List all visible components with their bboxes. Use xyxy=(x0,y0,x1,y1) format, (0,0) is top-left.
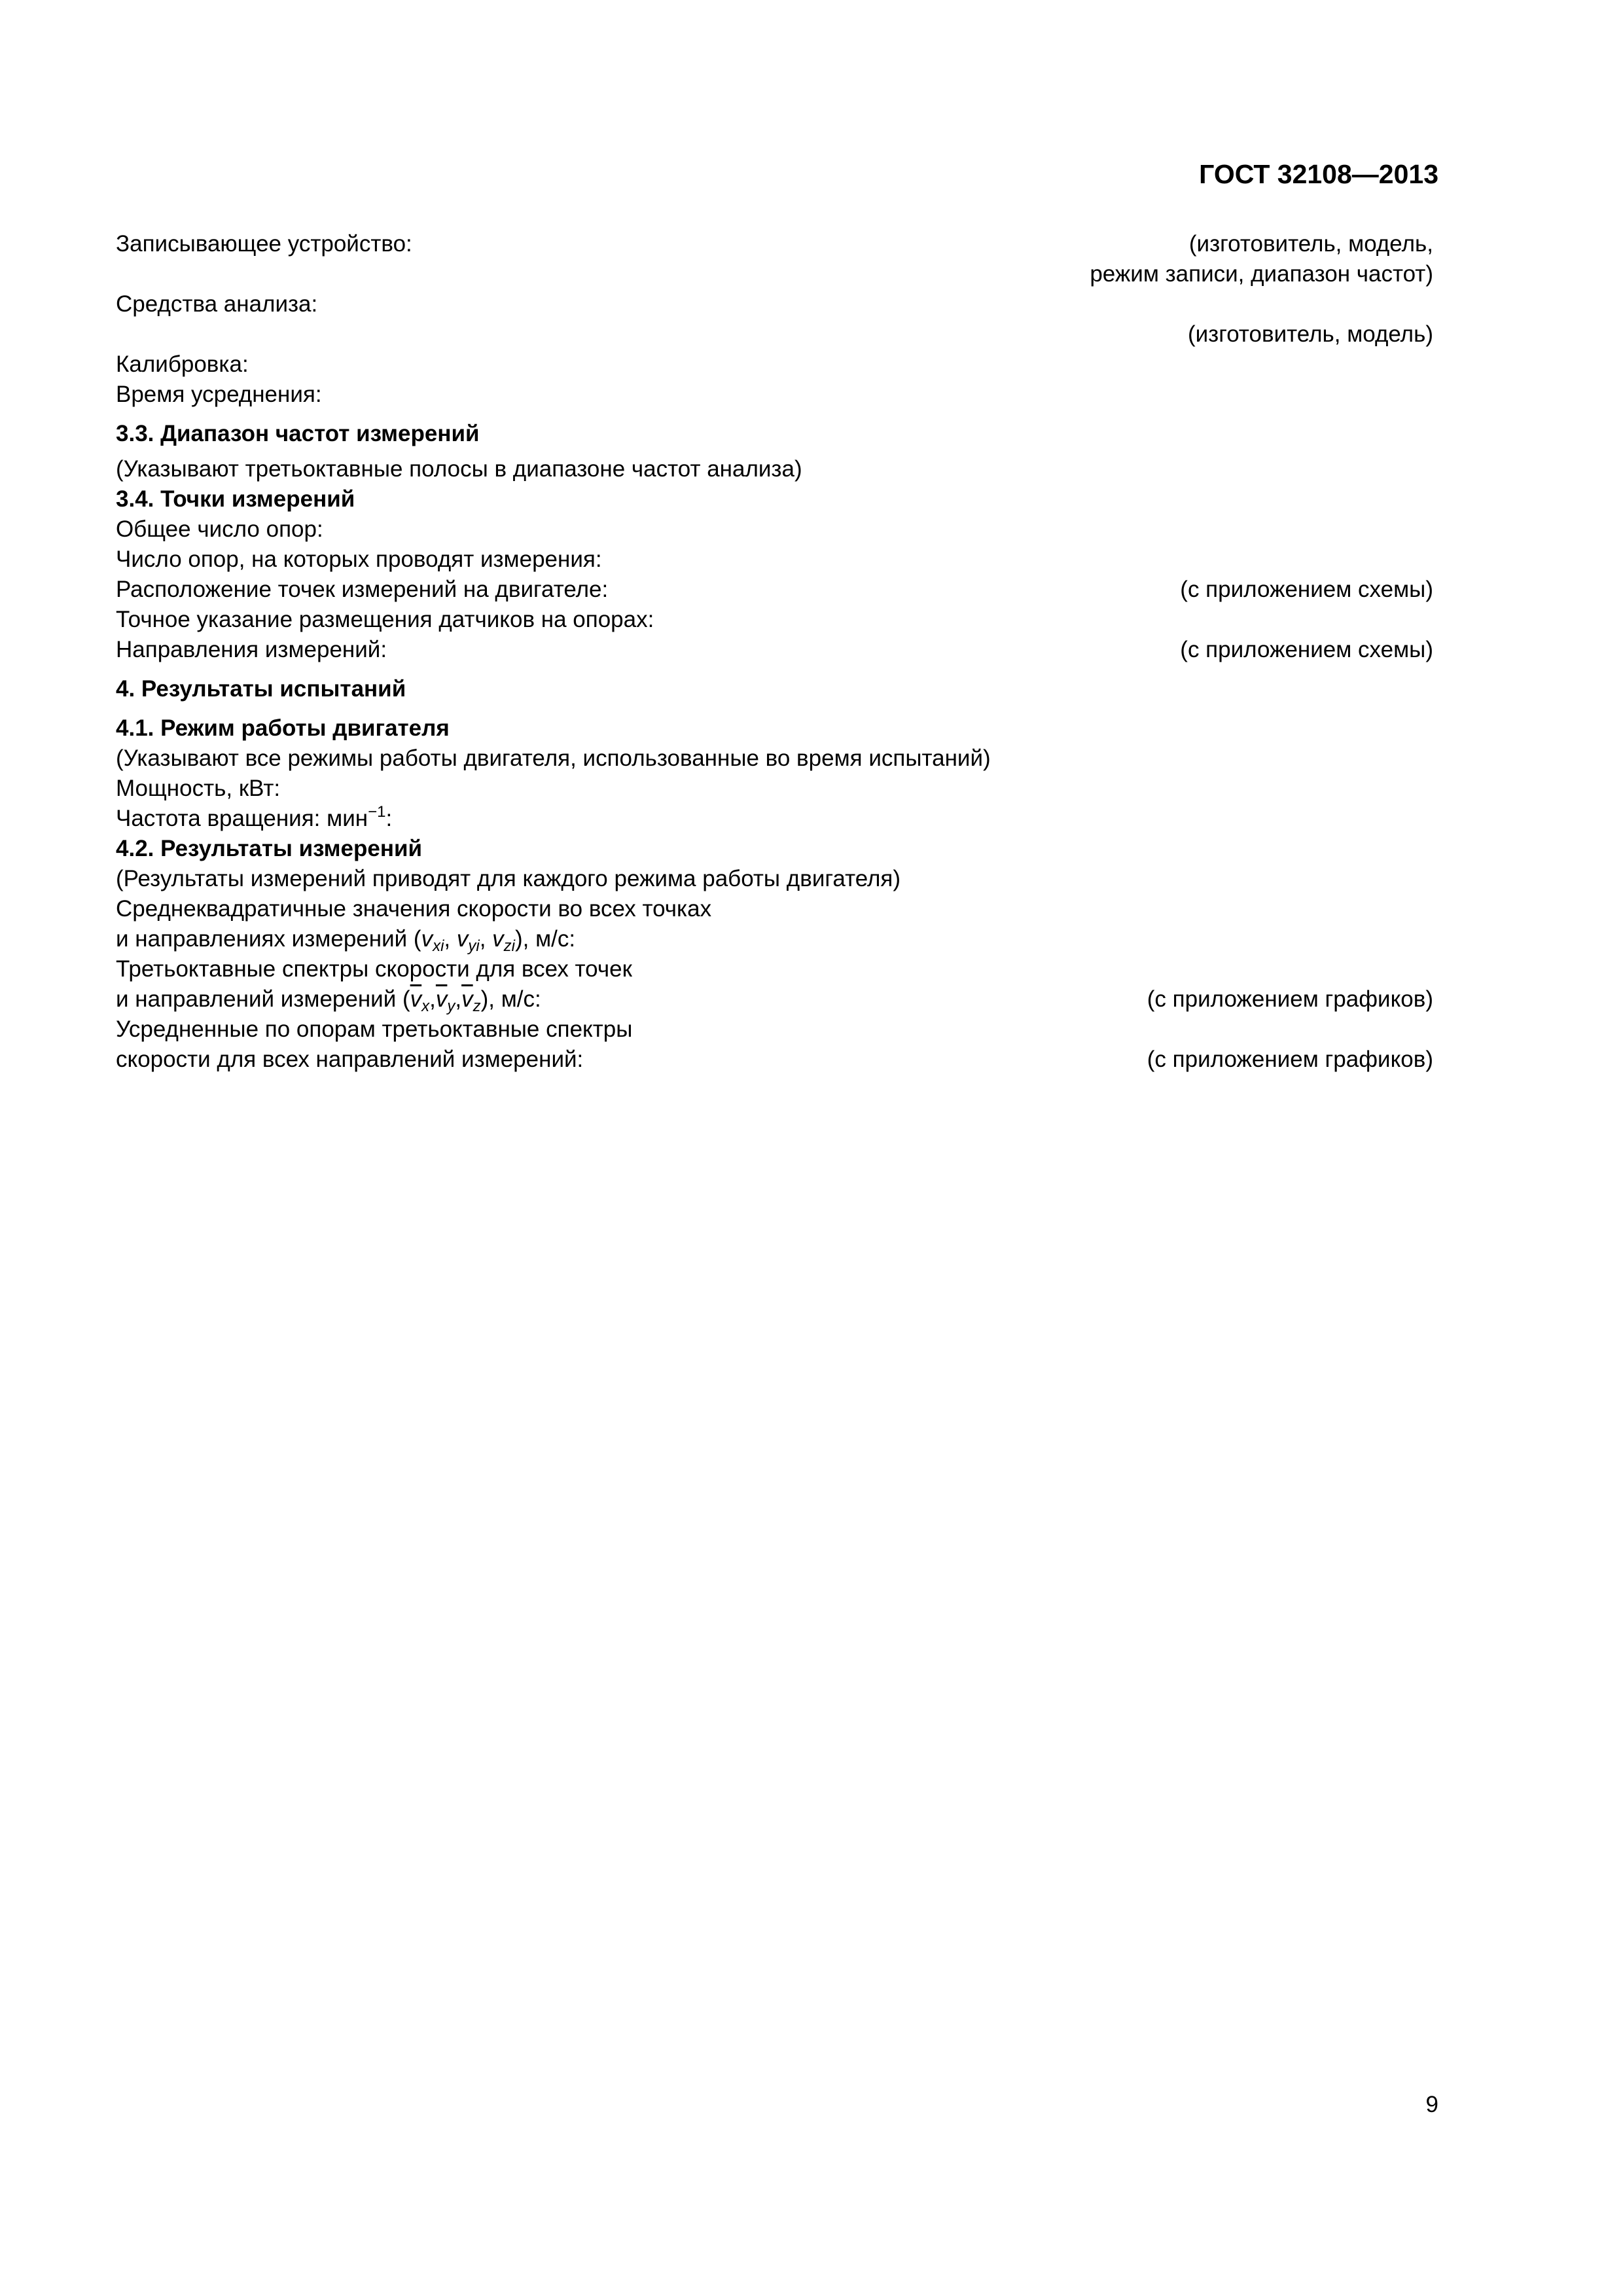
separator: , xyxy=(444,926,457,952)
spectra-row xyxy=(116,984,1433,1014)
points-location-label: Расположение точек измерений на двигателе: xyxy=(116,577,609,602)
heading-3-3: 3.3. Диапазон частот измерений xyxy=(116,421,480,446)
paragraph-3-3: (Указывают третьоктавные полосы в диапазоне частот анализа) xyxy=(116,456,802,482)
heading-3-4: 3.4. Точки измерений xyxy=(116,486,355,512)
analysis-label: Средства анализа: xyxy=(116,291,318,317)
spectra-suffix: ), м/с: xyxy=(480,986,541,1012)
symbol-v: v xyxy=(421,926,433,952)
symbol-v: v xyxy=(456,926,469,952)
points-location-note: (с приложением схемы) xyxy=(1180,577,1433,602)
rms-prefix: и направлениях измерений ( xyxy=(116,926,421,952)
symbol-v-bar: $\overline{v}$ xyxy=(461,986,473,1012)
speed-label xyxy=(116,804,1433,834)
heading-4-1: 4.1. Режим работы двигателя xyxy=(116,715,450,741)
separator: , xyxy=(479,926,493,952)
rms-line-2 xyxy=(116,924,1433,954)
subscript-zi: zi xyxy=(503,937,515,955)
recorder-note-cont: режим записи, диапазон частот) xyxy=(1090,261,1433,287)
calibration-label: Калибровка: xyxy=(116,351,249,377)
speed-colon: : xyxy=(385,806,393,831)
separator: , xyxy=(429,986,436,1012)
symbol-v-bar: $\overline{v}$ xyxy=(435,986,448,1012)
rms-suffix: ), м/с: xyxy=(515,926,576,952)
speed-exponent: −1 xyxy=(368,803,386,821)
avg-note: (с приложением графиков) xyxy=(1147,1047,1433,1072)
avg-line-2: скорости для всех направлений измерений: xyxy=(116,1047,584,1072)
paragraph-4-1: (Указывают все режимы работы двигателя, использованные во время испытаний) xyxy=(116,745,991,771)
power-label: Мощность, кВт: xyxy=(116,776,281,801)
symbol-v-bar: $\overline{v}$ xyxy=(410,986,422,1012)
page-number: 9 xyxy=(1425,2092,1438,2117)
document-body xyxy=(116,229,1433,1075)
subscript-z: z xyxy=(473,997,481,1015)
recorder-label: Записывающее устройство: xyxy=(116,231,412,257)
avg-row xyxy=(116,1045,1433,1075)
analysis-note: (изготовитель, модель) xyxy=(1187,321,1433,347)
speed-text: Частота вращения: мин xyxy=(116,806,368,831)
spectra-line-2 xyxy=(116,984,541,1014)
separator: , xyxy=(455,986,462,1012)
heading-4: 4. Результаты испытаний xyxy=(116,676,406,702)
paragraph-4-2: (Результаты измерений приводят для каждого режима работы двигателя) xyxy=(116,866,901,891)
directions-note: (с приложением схемы) xyxy=(1180,637,1433,662)
symbol-v: v xyxy=(492,926,504,952)
supports-total: Общее число опор: xyxy=(116,516,323,542)
spectra-line-1: Третьоктавные спектры скорости для всех точек xyxy=(116,956,632,982)
recorder-note: (изготовитель, модель, xyxy=(1188,231,1433,257)
averaging-label: Время усреднения: xyxy=(116,382,322,407)
subscript-x: x xyxy=(421,997,430,1015)
recorder-row xyxy=(116,229,1433,259)
sensors-placement: Точное указание размещения датчиков на опорах: xyxy=(116,607,654,632)
directions-label: Направления измерений: xyxy=(116,637,387,662)
subscript-xi: xi xyxy=(433,937,444,955)
points-location-row xyxy=(116,575,1433,605)
heading-4-2: 4.2. Результаты измерений xyxy=(116,836,423,861)
subscript-y: y xyxy=(447,997,455,1015)
spectra-note: (с приложением графиков) xyxy=(1147,986,1433,1012)
document-standard-id: ГОСТ 32108—2013 xyxy=(1199,159,1438,189)
directions-row xyxy=(116,635,1433,665)
spectra-prefix: и направлений измерений ( xyxy=(116,986,410,1012)
subscript-yi: yi xyxy=(468,937,480,955)
rms-line-1: Среднеквадратичные значения скорости во всех точках xyxy=(116,896,712,922)
avg-line-1: Усредненные по опорам третьоктавные спектры xyxy=(116,1016,633,1042)
supports-measured: Число опор, на которых проводят измерения: xyxy=(116,547,602,572)
